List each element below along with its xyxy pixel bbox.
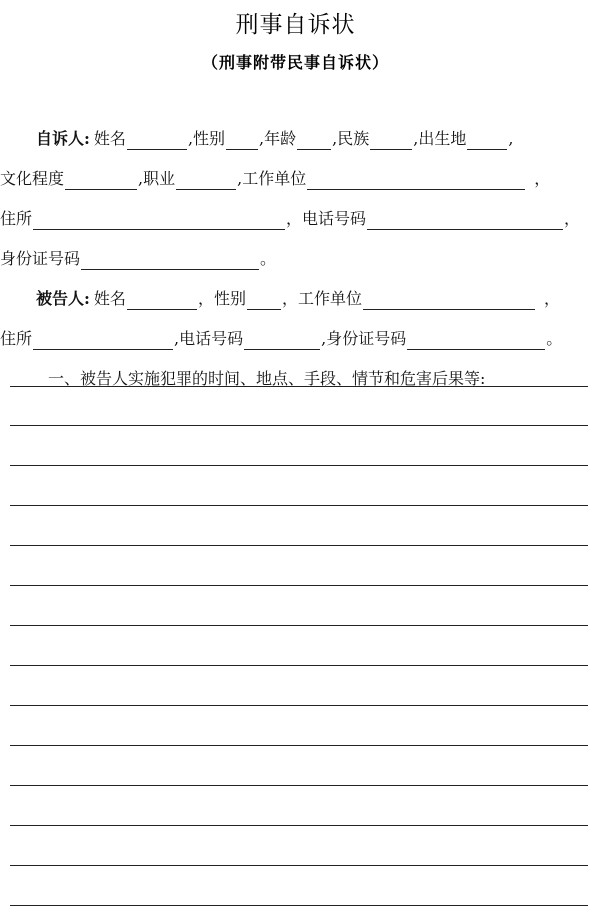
plaintiff-name-blank[interactable] [127,132,187,150]
writing-rule[interactable] [10,585,588,586]
separator: , [138,169,144,188]
separator: 。 [546,329,563,348]
plaintiff-line-3 [0,208,591,230]
separator: , [187,129,194,148]
writing-rule[interactable] [10,505,588,506]
plaintiff-ethnicity-blank[interactable] [370,132,412,150]
plaintiff-occupation-label: 职业 [143,169,176,188]
plaintiff-education-blank[interactable] [65,172,137,190]
plaintiff-line-1 [0,128,591,150]
defendant-phone-blank[interactable] [244,332,320,350]
defendant-line-1 [0,288,591,310]
plaintiff-phone-blank[interactable] [367,212,563,230]
document-title: 刑事自诉状 [235,12,356,38]
plaintiff-residence-label: 住所 [0,209,33,228]
plaintiff-birthplace-blank[interactable] [467,132,507,150]
separator: , [321,329,327,348]
plaintiff-id-blank[interactable] [81,252,259,270]
writing-rule[interactable] [10,745,588,746]
plaintiff-residence-blank[interactable] [33,212,285,230]
plaintiff-employer-blank[interactable] [307,172,525,190]
defendant-heading: 被告人: [36,289,90,308]
defendant-id-label: 身份证号码 [326,329,407,348]
defendant-name-label: 姓名 [93,289,126,308]
separator: , [413,129,419,148]
plaintiff-heading: 自诉人: [36,129,90,148]
plaintiff-education-label: 文化程度 [0,169,65,188]
writing-rule[interactable] [10,545,588,546]
defendant-line-2 [0,328,591,350]
separator: , [237,169,243,188]
separator: 。 [260,249,277,268]
plaintiff-gender-blank[interactable] [226,132,258,150]
writing-rule[interactable] [10,425,588,426]
plaintiff-age-blank[interactable] [297,132,331,150]
plaintiff-birthplace-label: 出生地 [418,129,467,148]
defendant-residence-blank[interactable] [33,332,173,350]
separator: ， [197,289,214,308]
defendant-residence-label: 住所 [0,329,33,348]
defendant-employer-label: 工作单位 [297,289,362,308]
plaintiff-gender-label: 性别 [193,129,226,148]
defendant-employer-blank[interactable] [363,292,535,310]
separator: ， [564,209,581,228]
writing-rule[interactable] [10,905,588,906]
defendant-gender-label: 性别 [213,289,246,308]
separator: ， [281,289,298,308]
separator: ， [534,169,551,188]
plaintiff-ethnicity-label: 民族 [337,129,370,148]
plaintiff-line-2 [0,168,591,190]
writing-rule[interactable] [10,625,588,626]
writing-rule[interactable] [10,825,588,826]
defendant-phone-label: 电话号码 [179,329,244,348]
plaintiff-id-label: 身份证号码 [0,249,81,268]
plaintiff-employer-label: 工作单位 [242,169,307,188]
separator: , [174,329,180,348]
writing-rule[interactable] [10,705,588,706]
writing-rule[interactable] [10,665,588,666]
writing-rule[interactable] [10,386,588,387]
defendant-gender-blank[interactable] [247,292,281,310]
plaintiff-occupation-blank[interactable] [176,172,236,190]
plaintiff-name-label: 姓名 [93,129,126,148]
separator: , [332,129,338,148]
plaintiff-line-4 [0,248,591,270]
document-subtitle: （刑事附带民事自诉状） [201,53,389,72]
writing-rule[interactable] [10,785,588,786]
plaintiff-age-label: 年龄 [264,129,297,148]
separator: ， [544,289,561,308]
defendant-id-blank[interactable] [407,332,545,350]
writing-rule[interactable] [10,865,588,866]
plaintiff-phone-label: 电话号码 [302,209,367,228]
separator: ， [286,209,303,228]
separator: , [259,129,265,148]
writing-rule[interactable] [10,465,588,466]
facts-heading: 一、被告人实施犯罪的时间、地点、手段、情节和危害后果等: [48,369,486,388]
defendant-name-blank[interactable] [127,292,197,310]
separator: , [508,129,514,148]
